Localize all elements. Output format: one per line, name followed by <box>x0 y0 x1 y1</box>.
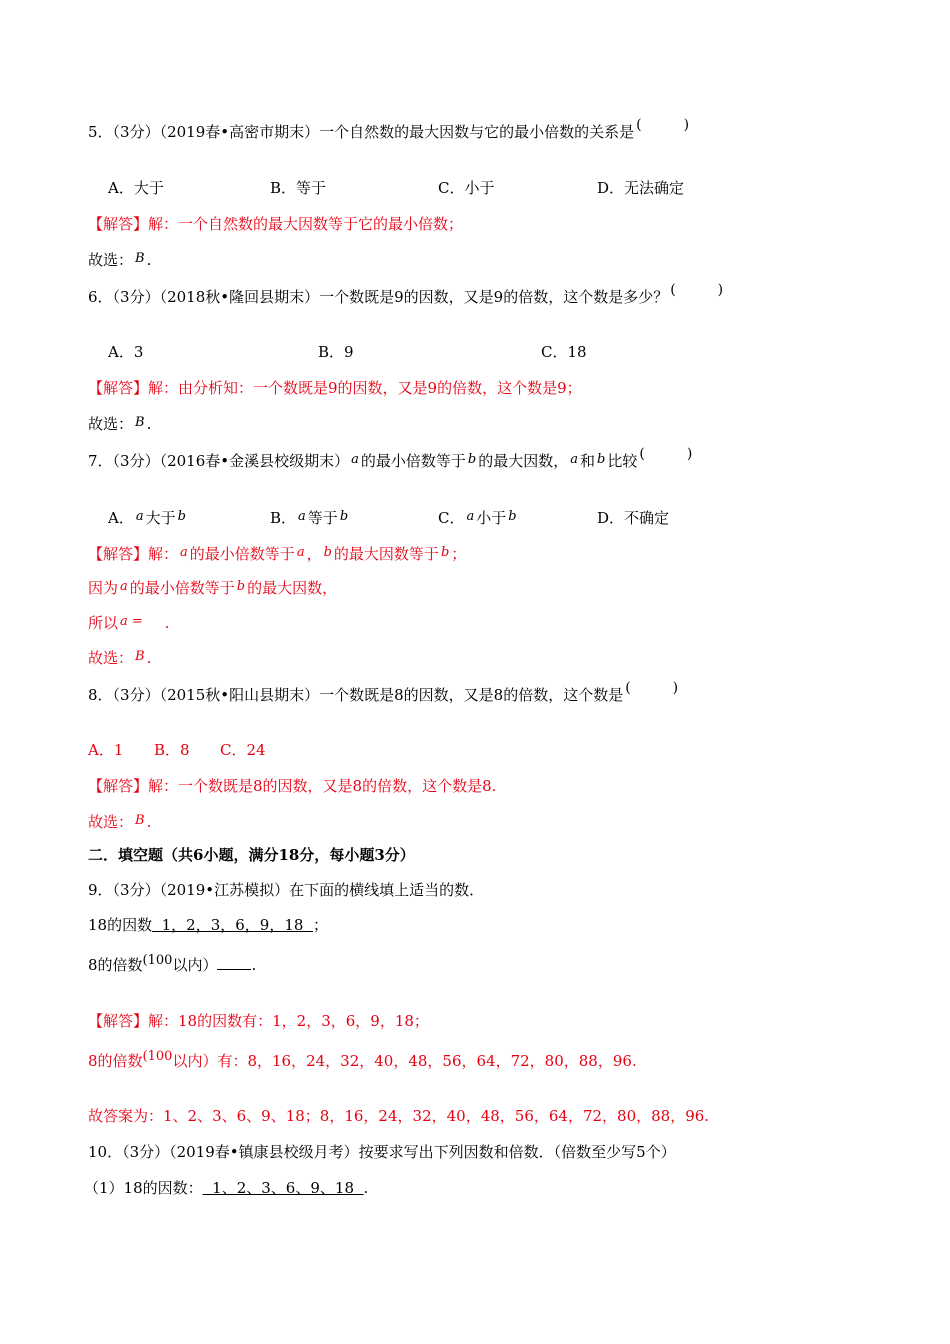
q7-var-b: b <box>236 579 246 594</box>
q7-option-b-rel: 等于 <box>307 509 338 527</box>
q6-choose-value: B <box>135 415 145 430</box>
q8-paren-open: ( <box>625 680 631 696</box>
q6-choose-suffix: . <box>146 415 152 433</box>
q7-answer-line1 <box>88 544 466 566</box>
q7-stem-part: 的最大因数， <box>478 452 569 470</box>
q7-var-a: a <box>135 509 144 524</box>
q9-answer-prefix: 8的倍数 <box>88 1052 143 1070</box>
q7-answer-line2 <box>88 578 337 600</box>
q5-paren-close: ) <box>683 117 690 133</box>
q7-var-b: b <box>440 545 450 560</box>
q6-option-a[interactable]: A．3 <box>108 343 144 361</box>
q9-stem: 9．（3分）（2019•江苏模拟）在下面的横线填上适当的数． <box>88 881 485 899</box>
q8-choose <box>88 812 151 834</box>
section-title: 二．填空题（共6小题，满分18分，每小题3分） <box>88 846 415 864</box>
q7-answer-eq: a = <box>120 614 143 629</box>
q5-answer-text: 解：一个自然数的最大因数等于它的最小倍数； <box>148 215 464 233</box>
q8-answer-label: 【解答】 <box>88 777 149 795</box>
q5-option-a[interactable]: A．大于 <box>108 179 164 197</box>
q7-choose-suffix: . <box>146 649 152 667</box>
q9-line2-prefix: 8的倍数 <box>88 956 143 974</box>
q9-line2-paren: (100 <box>142 953 173 968</box>
q9-line1-prefix: 18的因数 <box>88 916 153 934</box>
q9-final: 故答案为：1、2、3、6、9、18；8，16，24，32，40，48，56，64，72，80，88，96. <box>88 1107 710 1125</box>
q9-line1 <box>88 915 328 935</box>
q7-answer-part: 所以 <box>88 614 119 632</box>
q7-var-a: a <box>570 452 579 467</box>
q6-paren-open: ( <box>670 282 676 298</box>
q7-option-a-rel: 大于 <box>145 509 176 527</box>
q9-answer-text: 解：18的因数有：1，2，3，6，9，18； <box>148 1012 429 1030</box>
q7-option-b[interactable] <box>270 508 350 530</box>
q5-choose <box>88 250 151 272</box>
q7-var-b: b <box>467 452 477 467</box>
q9-answer-line1 <box>88 1011 429 1031</box>
q7-answer-part: 的最大因数， <box>247 579 338 597</box>
q7-choose <box>88 648 151 670</box>
q7-var-a: a <box>296 545 305 560</box>
q7-choose-value: B <box>135 649 145 664</box>
q7-var-b: b <box>323 545 332 560</box>
q7-answer-label: 【解答】 <box>88 545 149 563</box>
q7-stem-part: 比较 <box>607 452 638 470</box>
q6-choose <box>88 414 151 436</box>
q9-answer-paren: (100 <box>142 1049 173 1064</box>
q7-var-a: a <box>351 452 359 467</box>
q5-option-c[interactable]: C．小于 <box>438 179 495 197</box>
q7-stem-part: 和 <box>580 452 596 470</box>
q10-line1-suffix: . <box>363 1179 369 1197</box>
q7-option-c-prefix: C． <box>438 509 465 527</box>
q8-paren-close: ) <box>672 680 679 696</box>
q7-var-b: b <box>339 509 349 524</box>
q5-paren-open: ( <box>636 117 642 133</box>
q7-option-a-prefix: A． <box>108 509 134 527</box>
q7-var-a: a <box>120 579 128 594</box>
q7-var-a: a <box>298 509 306 524</box>
q8-answer-text: 解：一个数既是8的因数，又是8的倍数，这个数是8. <box>148 777 497 795</box>
q7-var-b: b <box>177 509 186 524</box>
q9-answer-rest: 以内）有：8，16，24，32，40，48，56，64，72，80，88，96. <box>172 1052 637 1070</box>
q5-stem <box>88 117 690 143</box>
q5-answer <box>88 214 463 234</box>
q6-choose-prefix: 故选： <box>88 415 134 433</box>
q7-answer-part: ， <box>306 545 322 563</box>
q6-answer-text: 解：由分析知：一个数既是9的因数，又是9的倍数，这个数是9； <box>148 379 582 397</box>
q9-line2 <box>88 955 256 977</box>
q6-answer <box>88 378 582 398</box>
q7-option-c-rel: 小于 <box>476 509 507 527</box>
q6-answer-label: 【解答】 <box>88 379 149 397</box>
q5-stem-text: 5．（3分）（2019春•高密市期末）一个自然数的最大因数与它的最小倍数的关系是 <box>88 123 635 141</box>
q7-stem-source: 7．（3分）（2016春•金溪县校级期末） <box>88 452 350 470</box>
q7-option-d[interactable]: D．不确定 <box>597 509 670 527</box>
q10-line1-answer[interactable]: 1、2、3、6、9、18 <box>202 1179 364 1197</box>
q10-line1 <box>84 1178 368 1198</box>
q9-line1-suffix: ； <box>312 916 328 934</box>
q7-var-b: b <box>597 452 606 467</box>
q7-var-b: b <box>508 509 517 524</box>
q7-answer-part: ； <box>451 545 467 563</box>
q8-choose-prefix: 故选： <box>88 813 134 831</box>
q9-line1-answer[interactable]: 1，2，3，6，9，18 <box>152 916 313 934</box>
q7-answer-part: 的最小倍数等于 <box>129 579 235 597</box>
q7-paren-open: ( <box>639 446 645 462</box>
q5-option-b[interactable]: B．等于 <box>270 179 327 197</box>
q5-choose-suffix: . <box>146 251 152 269</box>
q7-option-a[interactable] <box>108 508 188 530</box>
q8-stem <box>88 680 679 706</box>
q8-choose-suffix: . <box>146 813 152 831</box>
q7-stem-part: 的最小倍数等于 <box>360 452 466 470</box>
q5-choose-value: B <box>135 251 145 266</box>
q9-line2-mid: 以内） <box>172 956 218 974</box>
q6-stem <box>88 282 724 308</box>
q7-answer-line3 <box>88 613 170 635</box>
q7-answer-part: 的最大因数等于 <box>333 545 439 563</box>
q6-stem-text: 6．（3分）（2018秋•隆回县期末）一个数既是9的因数，又是9的倍数，这个数是多少？ <box>88 288 669 306</box>
q8-option-b[interactable]: B．8 <box>154 741 190 759</box>
q5-option-d[interactable]: D．无法确定 <box>597 179 685 197</box>
q7-answer-part: 的最小倍数等于 <box>189 545 295 563</box>
q7-answer-part: . <box>164 614 170 632</box>
q6-paren-close: ) <box>717 282 724 298</box>
q7-stem <box>88 446 693 473</box>
q6-option-c[interactable]: C．18 <box>541 343 587 361</box>
q7-var-a: a <box>180 545 188 560</box>
q6-option-b[interactable]: B．9 <box>318 343 354 361</box>
q10-line1-prefix: （1）18的因数： <box>84 1179 203 1197</box>
q9-line2-blank[interactable] <box>217 955 251 970</box>
q9-answer-label: 【解答】 <box>88 1012 149 1030</box>
q9-answer-line2 <box>88 1051 637 1073</box>
q7-answer-part: 因为 <box>88 579 119 597</box>
q7-choose-prefix: 故选： <box>88 649 134 667</box>
q8-stem-text: 8．（3分）（2015秋•阳山县期末）一个数既是8的因数，又是8的倍数，这个数是 <box>88 686 624 704</box>
q7-paren-close: ) <box>686 446 693 462</box>
q5-answer-label: 【解答】 <box>88 215 149 233</box>
q8-choose-value: B <box>135 813 145 828</box>
q9-line2-suffix: . <box>251 956 257 974</box>
q8-answer <box>88 776 496 796</box>
q7-option-c[interactable] <box>438 508 519 530</box>
q5-choose-prefix: 故选： <box>88 251 134 269</box>
q7-answer-part: 解： <box>148 545 179 563</box>
q8-option-c[interactable]: C．24 <box>220 741 266 759</box>
q7-var-a: a <box>466 509 475 524</box>
q8-option-a[interactable]: A．1 <box>88 741 124 759</box>
q7-option-b-prefix: B． <box>270 509 297 527</box>
q10-stem: 10．（3分）（2019春•镇康县校级月考）按要求写出下列因数和倍数．（倍数至少写5个） <box>88 1143 676 1161</box>
